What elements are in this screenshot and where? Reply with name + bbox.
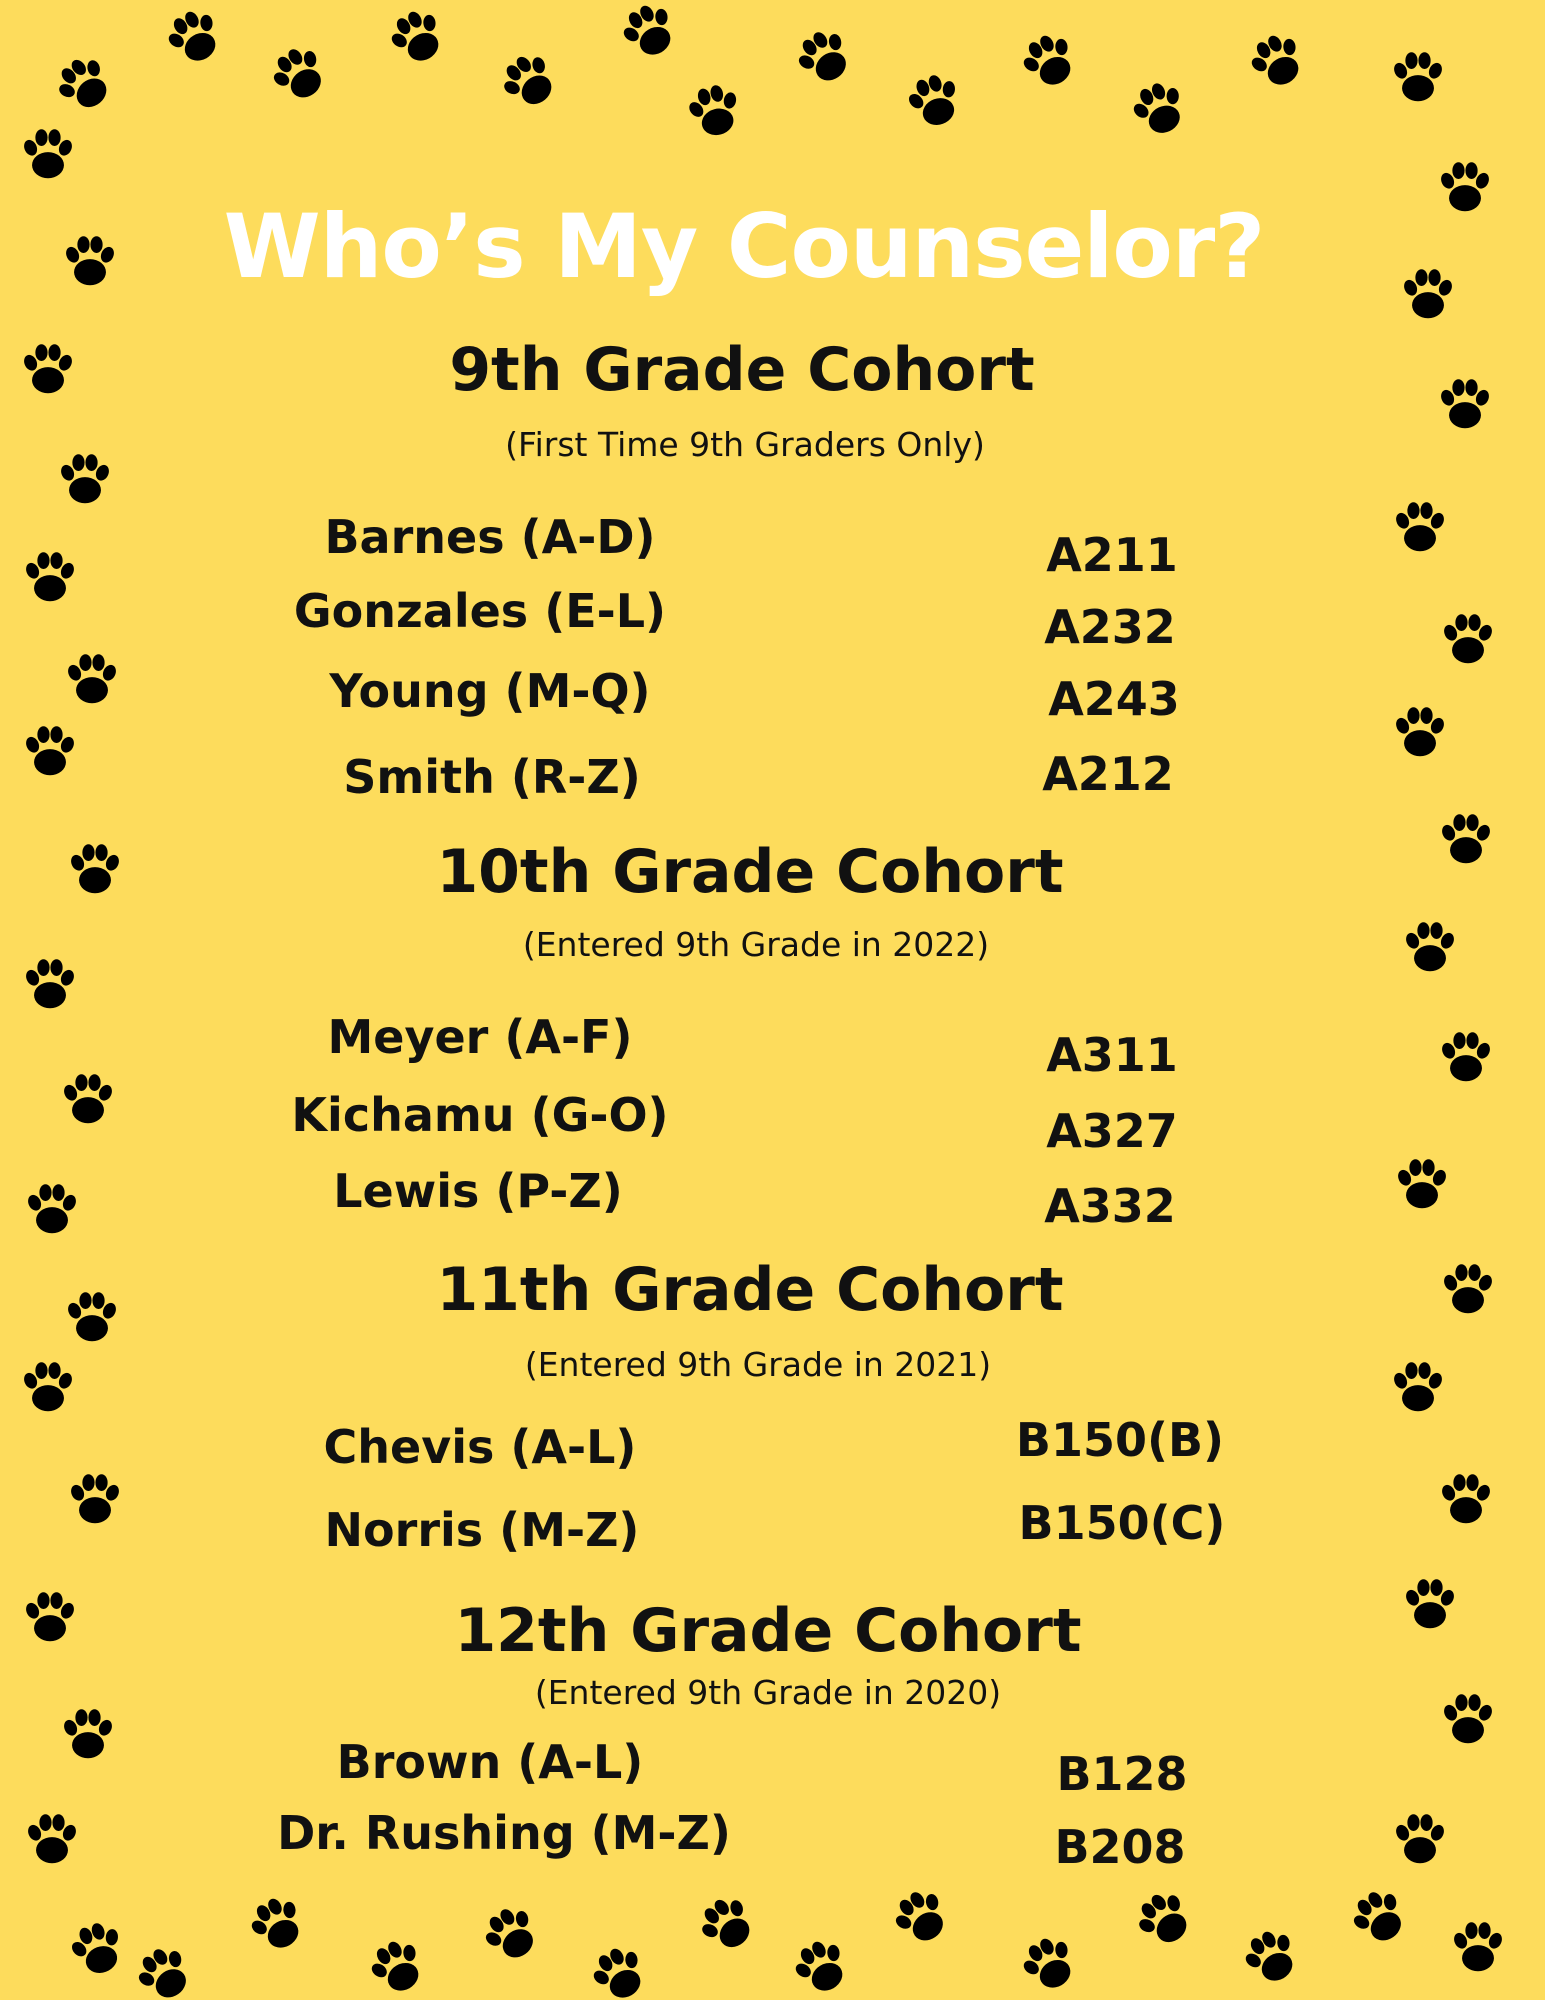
paw-print-icon (129, 1939, 200, 2000)
paw-print-icon (66, 1292, 119, 1341)
paw-print-icon (48, 48, 120, 119)
paw-print-icon (1014, 26, 1084, 95)
counselor-name: Smith (R-Z) (343, 750, 641, 804)
paw-print-icon (382, 2, 452, 71)
paw-print-icon (614, 0, 684, 65)
paw-print-icon (24, 1592, 77, 1641)
counselor-name: Lewis (P-Z) (333, 1164, 623, 1218)
paw-print-icon (1242, 26, 1312, 95)
counselor-room: B208 (1054, 1820, 1186, 1874)
cohort-heading-12th: 12th Grade Cohort (454, 1596, 1082, 1666)
counselor-name: Brown (A-L) (336, 1735, 644, 1789)
counselor-room: B150(C) (1018, 1496, 1226, 1550)
page-title: Who’s My Counselor? (223, 195, 1265, 298)
paw-print-icon (493, 45, 565, 116)
paw-print-icon (1442, 1264, 1495, 1313)
paw-print-icon (786, 1932, 856, 2000)
paw-print-icon (1440, 1474, 1493, 1523)
counselor-room: A232 (1044, 600, 1176, 654)
paw-print-icon (1442, 614, 1495, 663)
paw-print-icon (26, 1814, 79, 1863)
counselor-room: A212 (1042, 747, 1174, 801)
cohort-heading-11th: 11th Grade Cohort (436, 1255, 1064, 1325)
paw-print-icon (1128, 1883, 1200, 1954)
paw-print-icon (1396, 1159, 1449, 1208)
paw-print-icon (69, 844, 122, 893)
cohort-subtitle-12th: (Entered 9th Grade in 2020) (534, 1673, 1002, 1712)
paw-print-icon (362, 1932, 432, 2000)
paw-print-icon (24, 959, 77, 1008)
paw-print-icon (1392, 52, 1445, 101)
paw-print-icon (1394, 502, 1447, 551)
paw-print-icon (1394, 707, 1447, 756)
counselor-name: Kichamu (G-O) (291, 1088, 669, 1142)
paw-print-icon (24, 552, 77, 601)
counselor-name: Young (M-Q) (329, 664, 651, 718)
paw-print-icon (159, 2, 229, 71)
paw-print-icon (886, 1882, 957, 1952)
counselor-room: A243 (1048, 672, 1180, 726)
paw-print-icon (789, 22, 860, 92)
counselor-room: A332 (1044, 1179, 1176, 1233)
paw-print-icon (66, 654, 119, 703)
paw-print-icon (476, 1899, 547, 1969)
paw-print-icon (1394, 1814, 1447, 1863)
cohort-subtitle-9th: (First Time 9th Graders Only) (505, 425, 985, 464)
paw-print-icon (1344, 1882, 1415, 1952)
paw-print-icon (1452, 1922, 1505, 1971)
paw-print-icon (584, 1939, 654, 2000)
paw-print-icon (62, 1709, 115, 1758)
paw-print-icon (1236, 1922, 1306, 1991)
paw-print-icon (1014, 1929, 1084, 1998)
paw-print-icon (1440, 1032, 1493, 1081)
cohort-heading-10th: 10th Grade Cohort (436, 837, 1064, 907)
paw-print-icon (62, 1074, 115, 1123)
counselor-name: Chevis (A-L) (323, 1420, 637, 1474)
paw-print-icon (1439, 379, 1492, 428)
paw-print-icon (683, 80, 747, 141)
counselor-name: Norris (M-Z) (324, 1503, 640, 1557)
paw-print-icon (901, 69, 967, 133)
counselor-name: Meyer (A-F) (327, 1010, 633, 1064)
paw-print-icon (264, 39, 335, 109)
cohort-heading-9th: 9th Grade Cohort (449, 335, 1035, 405)
counselor-room: B128 (1056, 1747, 1188, 1801)
paw-print-icon (1442, 1694, 1495, 1743)
paw-print-icon (26, 1184, 79, 1233)
paw-print-icon (59, 454, 112, 503)
paw-print-icon (1404, 922, 1457, 971)
paw-print-icon (22, 344, 75, 393)
cohort-subtitle-10th: (Entered 9th Grade in 2022) (522, 925, 990, 964)
counselor-name: Gonzales (E-L) (293, 584, 667, 638)
paw-print-icon (1404, 1579, 1457, 1628)
paw-print-icon (242, 1889, 312, 1958)
counselor-room: A327 (1046, 1104, 1178, 1158)
paw-print-icon (22, 129, 75, 178)
paw-print-icon (24, 726, 77, 775)
paw-print-icon (1392, 1362, 1445, 1411)
paw-print-icon (69, 1474, 122, 1523)
paw-print-icon (1125, 75, 1193, 142)
paw-print-icon (64, 1917, 130, 1981)
cohort-subtitle-11th: (Entered 9th Grade in 2021) (524, 1345, 992, 1384)
counselor-name: Dr. Rushing (M-Z) (277, 1806, 731, 1860)
paw-print-icon (1440, 814, 1493, 863)
counselor-room: A211 (1046, 528, 1178, 582)
counselor-name: Barnes (A-D) (324, 510, 656, 564)
paw-print-icon (691, 1888, 763, 1959)
counselor-room: A311 (1046, 1028, 1178, 1082)
counselor-room: B150(B) (1015, 1413, 1225, 1467)
paw-print-icon (22, 1362, 75, 1411)
